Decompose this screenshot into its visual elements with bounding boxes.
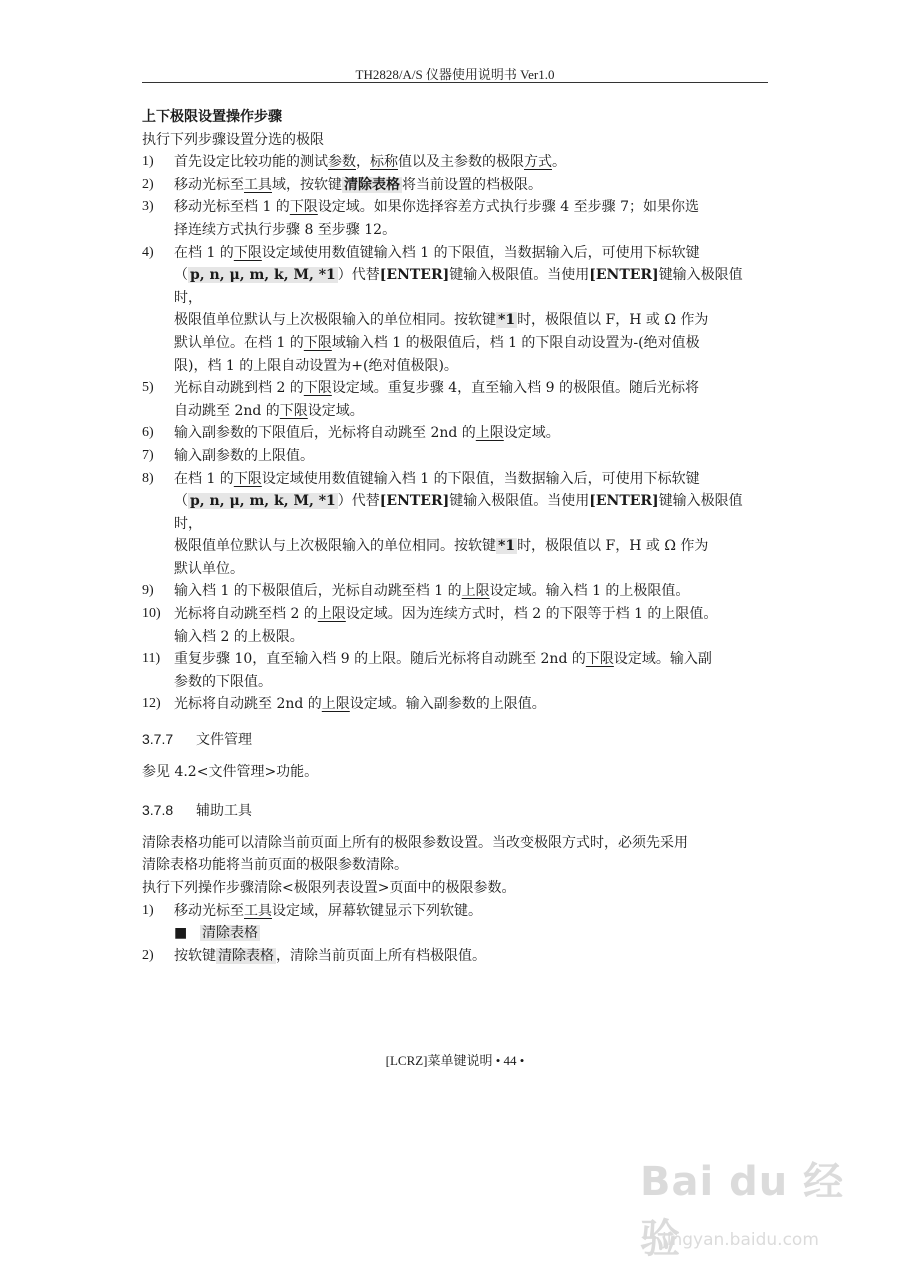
watermark-url: jingyan.baidu.com [662, 1230, 819, 1250]
step-8: 8) 在档 1 的下限设定域使用数值键输入档 1 的下限值，当数据输入后，可使用下标软键 （ p, n, μ, m, k, M, *1 ）代替[ENTER]键输入极限值。当使用[ENTER]键输入极限值时， 极限值单位默认与上次极限输入的单位相同。按软键 *1 时，极限值以 F，H 或 Ω 作为 默认单位。 [142, 470, 743, 577]
section-title: 上下极限设置操作步骤 [142, 109, 282, 125]
softkey-clear-table: 清除表格 [344, 176, 400, 193]
step-4: 4) 在档 1 的下限设定域使用数值键输入档 1 的下限值，当数据输入后，可使用下标软键 （ p, n, μ, m, k, M, *1 ）代替[ENTER]键输入极限值。当使用[ENTER]键输入极限值时， 极限值单位默认与上次极限输入的单位相同。按软键 *1 时，极限值以 F，H 或 Ω 作为 默认单位。在档 1 的下限域输入档 1 的极限值后，档 1 的下限自动设置为-(绝对值极 限)，档 1 的上限自动设置为+(绝对值极限)。 [142, 244, 743, 374]
softkey-clear-table: 清除表格 [202, 925, 258, 942]
step-7: 7) 输入副参数的上限值。 [142, 447, 314, 464]
page-footer: [LCRZ]菜单键说明 • 44 • [385, 1053, 525, 1068]
tool-step-2: 2) 按软键 清除表格 ，清除当前页面上所有档极限值。 [142, 947, 486, 964]
tool-step-1: 1) 移动光标至工具设定域，屏幕软键显示下列软键。 [142, 902, 482, 919]
step-10: 10) 光标将自动跳至档 2 的上限设定域。因为连续方式时，档 2 的下限等于档 1 的上限值。 输入档 2 的上极限。 [142, 606, 718, 645]
step-2: 2) 移动光标至工具域，按软键 清除表格 将当前设置的档极限。 [142, 176, 542, 193]
step-1: 1) 首先设定比较功能的测试参数，标称值以及主参数的极限方式。 [142, 154, 566, 171]
intro-text: 执行下列步骤设置分选的极限 [142, 131, 324, 148]
section-3-7-8-heading: 3.7.8 辅助工具 [142, 802, 252, 820]
step-9: 9) 输入档 1 的下极限值后，光标自动跳至档 1 的上限设定域。输入档 1 的上极限值。 [142, 583, 690, 600]
page-header: TH2828/A/S 仪器使用说明书 Ver1.0 [355, 67, 555, 82]
watermark-logo [640, 1150, 880, 1270]
unit-softkeys: p, n, μ, m, k, M, *1 [190, 267, 336, 284]
step-12: 12) 光标将自动跳至 2nd 的上限设定域。输入副参数的上限值。 [142, 696, 546, 713]
section-3-7-7-heading: 3.7.7 文件管理 [142, 731, 252, 749]
step-3: 3) 移动光标至档 1 的下限设定域。如果你选择容差方式执行步骤 4 至步骤 7；如果你选 择连续方式执行步骤 8 至步骤 12。 [142, 199, 699, 238]
section-3-7-8-para: 清除表格功能可以清除当前页面上所有的极限参数设置。当改变极限方式时，必须先采用 清除表格功能将当前页面的极限参数清除。 [142, 834, 688, 874]
softkey-list-item [142, 922, 768, 945]
section-3-7-7-text: 参见 4.2<文件管理>功能。 [142, 763, 319, 780]
page-content [142, 106, 768, 967]
header-rule [142, 82, 768, 83]
unit-softkeys: p, n, μ, m, k, M, *1 [190, 493, 336, 510]
step-11: 11) 重复步骤 10，直至输入档 9 的上限。随后光标将自动跳至 2nd 的下限设定域。输入副 参数的下限值。 [142, 651, 712, 690]
step-6: 6) 输入副参数的下限值后，光标将自动跳至 2nd 的上限设定域。 [142, 425, 560, 442]
bullet-square-icon: ■ [174, 925, 188, 942]
section-3-7-8-intro: 执行下列操作步骤清除<极限列表设置>页面中的极限参数。 [142, 880, 516, 896]
step-5: 5) 光标自动跳到档 2 的下限设定域。重复步骤 4，直至输入档 9 的极限值。随后光标将 自动跳至 2nd 的下限设定域。 [142, 380, 699, 419]
watermark-main: Bai du 经验 [640, 1159, 845, 1262]
